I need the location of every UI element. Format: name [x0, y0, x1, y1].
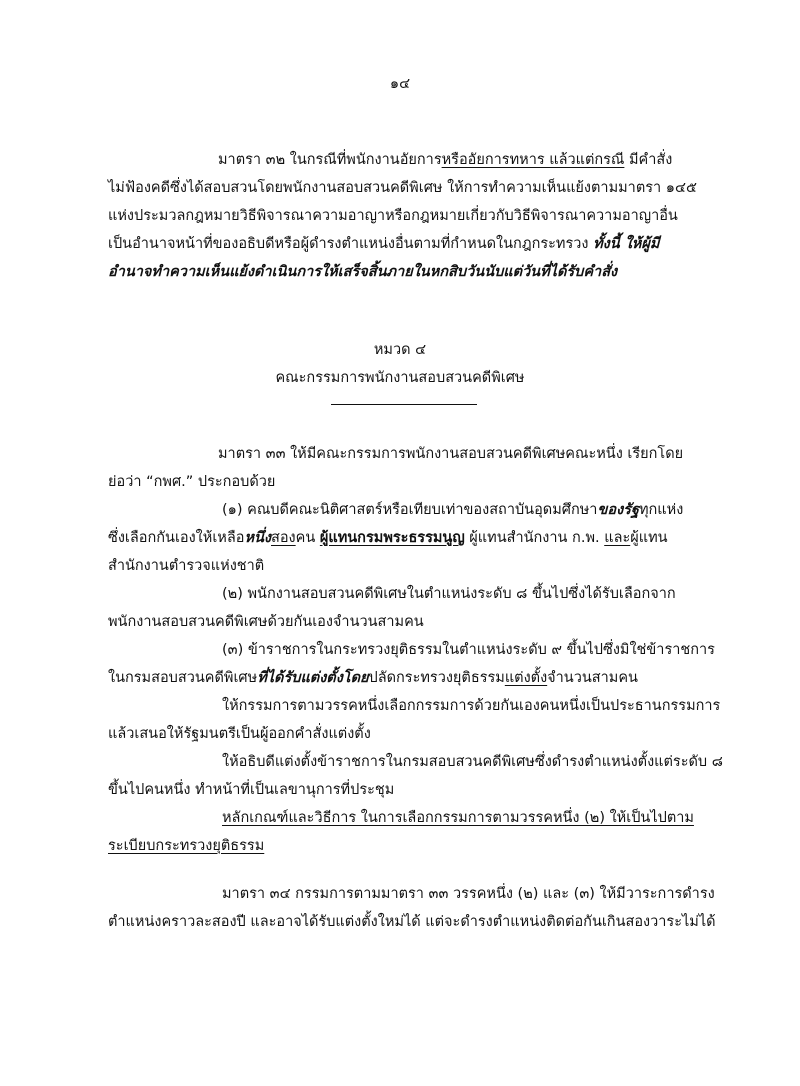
amended-text: ทั้งนี้ ให้ผู้มี — [593, 236, 660, 252]
sec33-para3-line-1: หลักเกณฑ์และวิธีการ ในการเลือกกรรมการตามวรรคหนึ่ง (๒) ให้เป็นไปตาม — [222, 810, 694, 826]
chapter-title: คณะกรรมการพนักงานสอบสวนคดีพิเศษ — [275, 370, 525, 386]
amended-text: หนึ่ง — [244, 530, 271, 546]
text: ผู้แทน — [630, 530, 668, 546]
sec33-item1-line-1 — [222, 500, 683, 520]
sec33-item1-line-2 — [108, 528, 668, 548]
sec33-para2-line-2: ขึ้นไปคนหนึ่ง ทำหน้าที่เป็นเลขานุการที่ประชุม — [108, 782, 395, 798]
sec33-item2-line-1: (๒) พนักงานสอบสวนคดีพิเศษในตำแหน่งระดับ ๘ ขึ้นไปซึ่งได้รับเลือกจาก — [222, 586, 676, 602]
text: คน — [295, 530, 320, 546]
text: (๑) คณบดีคณะนิติศาสตร์หรือเทียบเท่าของสถาบันอุดมศึกษา — [222, 502, 598, 518]
sec33-line-1: มาตรา ๓๓ ให้มีคณะกรรมการพนักงานสอบสวนคดีพิเศษคณะหนึ่ง เรียกโดย — [218, 446, 684, 462]
text: ในกรมสอบสวนคดีพิเศษ — [108, 670, 258, 686]
amended-text: แต่งตั้ง — [504, 670, 548, 686]
sec33-para1-line-1: ให้กรรมการตามวรรคหนึ่งเลือกกรรมการด้วยกันเองคนหนึ่งเป็นประธานกรรมการ — [222, 698, 721, 714]
sec33-item3-line-2 — [108, 668, 638, 688]
sec32-line-3: แห่งประมวลกฎหมายวิธีพิจารณาความอาญาหรือกฎหมายเกี่ยวกับวิธีพิจารณาความอาญาอื่น — [108, 208, 678, 224]
page-number: ๑๔ — [389, 76, 411, 92]
text: มาตรา ๓๒ ในกรณีที่พนักงานอัยการ — [218, 152, 442, 168]
amended-text: ของรัฐ — [597, 502, 639, 518]
text: ซึ่งเลือกกันเองให้เหลือ — [108, 530, 245, 546]
sec33-line-2: ย่อว่า “กพศ.” ประกอบด้วย — [108, 474, 276, 490]
sec33-para2-line-1: ให้อธิบดีแต่งตั้งข้าราชการในกรมสอบสวนคดีพิเศษซึ่งดำรงตำแหน่งตั้งแต่ระดับ ๘ — [222, 754, 723, 770]
text: มีคำสั่ง — [624, 152, 673, 168]
sec33-para1-line-2: แล้วเสนอให้รัฐมนตรีเป็นผู้ออกคำสั่งแต่งตั้ง — [108, 726, 371, 742]
sec33-item3-line-1: (๓) ข้าราชการในกระทรวงยุติธรรมในตำแหน่งระดับ ๙ ขึ้นไปซึ่งมิใช่ข้าราชการ — [222, 642, 715, 658]
amended-text: และ — [604, 530, 631, 546]
text: ทุกแห่ง — [638, 502, 684, 518]
text: เป็นอำนาจหน้าที่ของอธิบดีหรือผู้ดำรงตำแหน่งอื่นตามที่กำหนดในกฎกระทรวง — [108, 236, 594, 252]
text: ผู้แทนสำนักงาน ก.พ. — [464, 530, 605, 546]
sec32-line-2: ไม่ฟ้องคดีซึ่งได้สอบสวนโดยพนักงานสอบสวนคดีพิเศษ ให้การทำความเห็นแย้งตามมาตรา ๑๔๕ — [108, 180, 697, 196]
sec34-line-2: ตำแหน่งคราวละสองปี และอาจได้รับแต่งตั้งใหม่ได้ แต่จะดำรงตำแหน่งติดต่อกันเกินสองวาระไม่ได้ — [108, 914, 716, 930]
sec32-line-4 — [108, 234, 659, 254]
text: จำนวนสามคน — [547, 670, 638, 686]
amended-text: ที่ได้รับแต่งตั้งโดย — [257, 670, 369, 686]
sec33-para3-line-2: ระเบียบกระทรวงยุติธรรม — [108, 838, 265, 854]
amended-text: ผู้แทนกรมพระธรรมนูญ — [319, 530, 465, 546]
chapter-divider — [331, 404, 477, 405]
sec32-line-5: อำนาจทำความเห็นแย้งดำเนินการให้เสร็จสิ้นภายในหกสิบวันนับแต่วันที่ได้รับคำสั่ง — [108, 264, 618, 280]
sec33-item1-line-3: สำนักงานตำรวจแห่งชาติ — [108, 558, 265, 574]
amended-text: สอง — [271, 530, 296, 546]
text: ปลัดกระทรวงยุติธรรม — [368, 670, 505, 686]
amended-text: หรืออัยการทหาร แล้วแต่กรณี — [441, 152, 625, 168]
sec33-item2-line-2: พนักงานสอบสวนคดีพิเศษด้วยกันเองจำนวนสามคน — [108, 614, 424, 630]
chapter-number: หมวด ๔ — [373, 342, 427, 358]
sec32-line-1 — [218, 150, 672, 170]
sec34-line-1: มาตรา ๓๔ กรรมการตามมาตรา ๓๓ วรรคหนึ่ง (๒) และ (๓) ให้มีวาระการดำรง — [222, 886, 715, 902]
